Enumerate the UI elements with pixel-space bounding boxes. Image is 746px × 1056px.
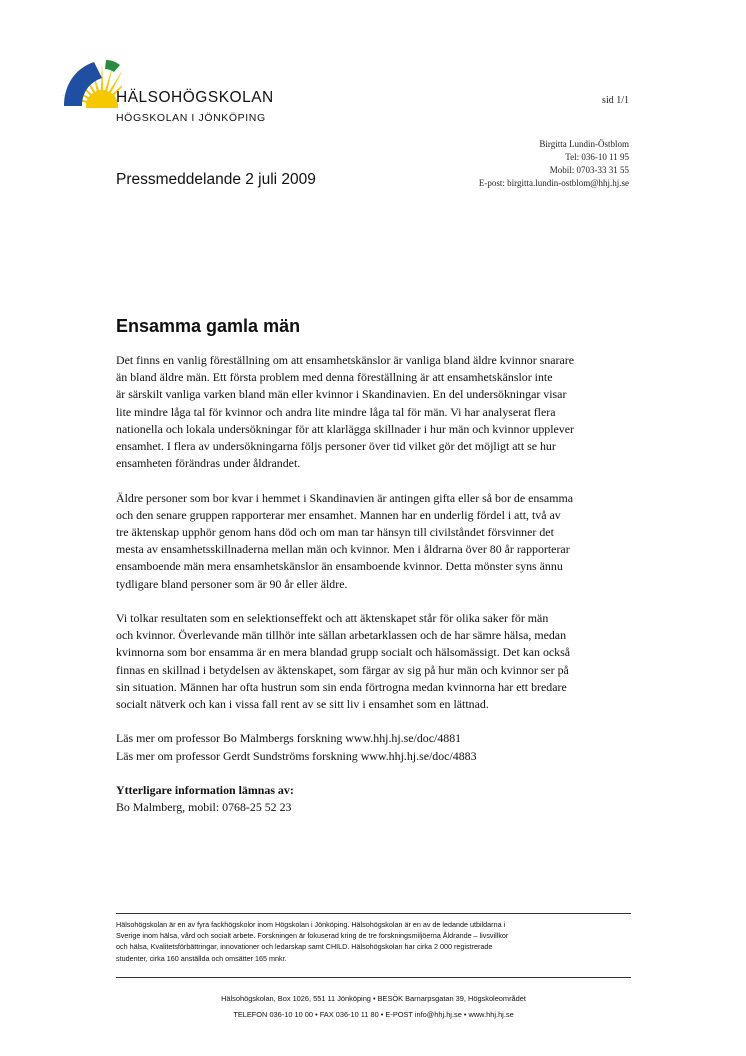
contact-tel: Tel: 036-10 11 95 — [565, 152, 629, 162]
paragraph-line: än bland äldre män. Ett första problem med denna föreställning är att ensamhetskänslor inte — [116, 370, 553, 385]
paragraph-1 — [116, 352, 636, 472]
paragraph-line: ensamboende män mera ensamhetskänslor än ensamboende kvinnor. Detta mönster syns ännu — [116, 559, 563, 574]
info-contact: Bo Malmberg, mobil: 0768-25 52 23 — [116, 800, 292, 815]
page-number: sid 1/1 — [602, 95, 629, 106]
paragraph-line: ensamheten förändras under åldrandet. — [116, 456, 301, 471]
paragraph-line: mesta av ensamhetsskillnaderna mellan män och kvinnor. Men i åldrarna över 80 år rapporterar — [116, 542, 570, 557]
link-sundstrom[interactable]: Läs mer om professor Gerdt Sundströms forskning www.hhj.hj.se/doc/4883 — [116, 748, 477, 763]
links-block — [116, 730, 636, 764]
contact-name: Birgitta Lundin-Östblom — [539, 139, 629, 149]
paragraph-line: finnas en skillnad i betydelsen av äktenskapet, som färgar av sig på hur män och kvinnor ser på — [116, 662, 569, 677]
paragraph-line: sin situation. Männen har ofta hustrun som sin enda förtrogna medan kvinnorna har ett bredare — [116, 679, 567, 694]
org-subtitle: HÖGSKOLAN I JÖNKÖPING — [116, 112, 266, 124]
paragraph-3 — [116, 610, 636, 713]
paragraph-line: ensamhet. I flera av undersökningarna följs personer över tid vilket gör det möjligt att se hur — [116, 439, 556, 454]
paragraph-line: och kvinnor. Överlevande män tillhör inte sällan arbetarklassen och de har sämre hälsa, medan — [116, 628, 567, 643]
paragraph-line: kvinnorna som bor ensamma är en mera blandad grupp socialt och hälsomässigt. Det kan också — [116, 645, 571, 660]
paragraph-2 — [116, 490, 636, 593]
article-headline: Ensamma gamla män — [116, 316, 301, 336]
footer-top-divider — [116, 913, 631, 914]
address-line-1: Hälsohögskolan, Box 1026, 551 11 Jönköping • BESÖK Barnarpsgatan 39, Högskoleområdet — [221, 994, 526, 1003]
sun-logo-icon — [62, 56, 122, 108]
paragraph-line: är särskilt vanliga varken bland män eller kvinnor i Skandinavien. En del undersökningar visar — [116, 387, 567, 402]
contact-mobile: Mobil: 0703-33 31 55 — [549, 165, 629, 175]
paragraph-line: Vi tolkar resultaten som en selektionseffekt och att äktenskapet står för olika saker för män — [116, 611, 549, 626]
link-malmberg[interactable]: Läs mer om professor Bo Malmbergs forskning www.hhj.hj.se/doc/4881 — [116, 731, 462, 746]
paragraph-line: och den senare gruppen rapporterar mer ensamhet. Mannen har en underlig fördel i att, två av — [116, 507, 561, 522]
footer-line: och hälsa, Kvalitetsförbättringar, innovationer och ledarskap samt CHILD. Hälsohögskolan har cirka 2 000 registrerade — [116, 942, 493, 952]
footer-description — [116, 919, 631, 964]
info-heading: Ytterligare information lämnas av: — [116, 783, 294, 798]
footer-line: Sverige inom hälsa, vård och socialt arbete. Forskningen är fokuserad kring de tre forskningsmiljöerna Åldrande – livsvillkor — [116, 931, 509, 941]
sun-core — [86, 90, 118, 108]
press-release-title: Pressmeddelande 2 juli 2009 — [116, 171, 316, 188]
info-block — [116, 782, 636, 816]
footer-line: studenter, cirka 160 anställda och omsätter 165 mnkr. — [116, 953, 287, 963]
paragraph-line: Det finns en vanlig föreställning om att ensamhetskänslor är vanliga bland äldre kvinnor snarare — [116, 353, 574, 367]
logo-green-accent — [105, 60, 120, 72]
footer-bottom-divider — [116, 977, 631, 978]
org-name: HÄLSOHÖGSKOLAN — [116, 89, 274, 106]
paragraph-line: nationella och lokala undersökningar för att klarlägga skillnader i hur män och kvinnor upplever — [116, 421, 574, 436]
address-line-2: TELEFON 036-10 10 00 • FAX 036-10 11 80 • E-POST info@hhj.hj.se • www.hhj.hj.se — [233, 1010, 514, 1019]
paragraph-line: lite mindre låga tal för kvinnor och andra lite mindre låga tal för män. Vi har analyserat flera — [116, 404, 556, 419]
paragraph-line: socialt nätverk och kan i vissa fall rent av se sitt liv i ensamhet som en lättnad. — [116, 697, 489, 712]
paragraph-line: Äldre personer som bor kvar i hemmet i Skandinavien är antingen gifta eller så bor de ensamma — [116, 490, 573, 505]
contact-block — [479, 138, 629, 190]
paragraph-line: tydligare bland personer som är 90 år eller äldre. — [116, 576, 348, 591]
footer-line: Hälsohögskolan är en av fyra fackhögskolor inom Högskolan i Jönköping. Hälsohögskolan är en av de ledande utbildarna i — [116, 920, 506, 929]
paragraph-line: tre äktenskap upphör genom hans död och om man tar hänsyn till civilståndet försvinner det — [116, 525, 554, 540]
contact-email: E-post: birgitta.lundin-ostblom@hhj.hj.se — [478, 178, 629, 188]
article-body — [116, 352, 636, 834]
